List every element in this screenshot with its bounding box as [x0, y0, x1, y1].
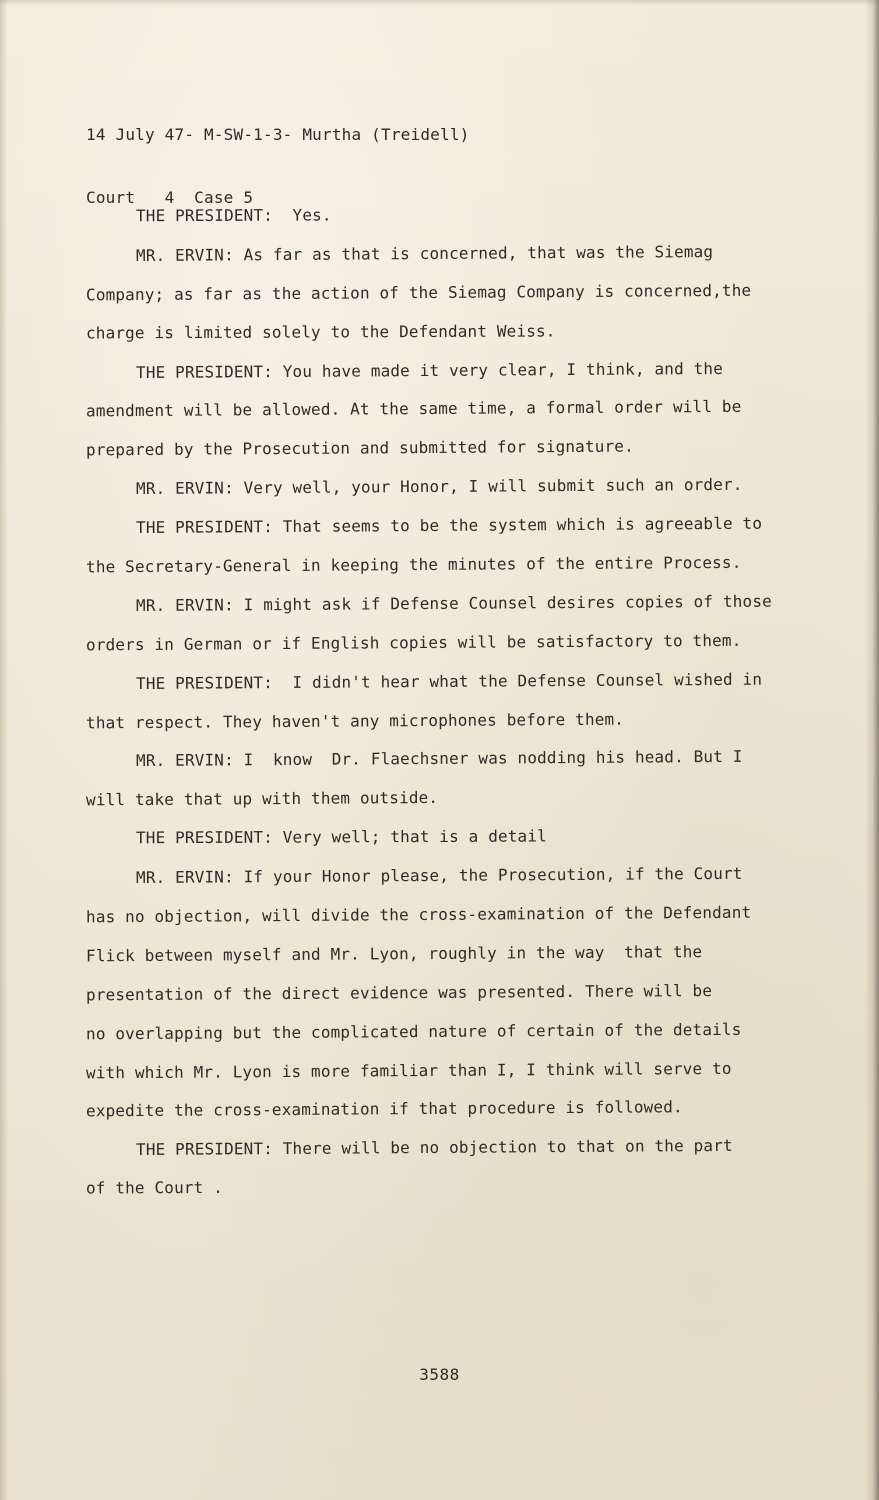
page-edge-right — [865, 0, 879, 1500]
page-edge-top — [0, 0, 879, 6]
transcript-line: orders in German or if English copies will be satisfactory to them. — [85, 630, 742, 655]
transcript-line: no overlapping but the complicated nature of certain of the details — [85, 1019, 742, 1044]
transcript-line: MR. ERVIN: I know Dr. Flaechsner was nodding his head. But I — [135, 747, 743, 771]
transcript-line: THE PRESIDENT: Very well; that is a detail — [135, 826, 547, 848]
transcript-line: has no objection, will divide the cross-examination of the Defendant — [85, 902, 752, 927]
transcript-line: THE PRESIDENT: I didn't hear what the Defense Counsel wished in — [135, 669, 763, 693]
transcript-line: MR. ERVIN: As far as that is concerned, that was the Siemag — [135, 241, 714, 265]
transcript-line: with which Mr. Lyon is more familiar than I, I think will serve to — [85, 1058, 732, 1082]
transcript-line: the Secretary-General in keeping the minutes of the entire Process. — [85, 552, 742, 577]
transcript-line: THE PRESIDENT: There will be no objection to that on the part — [135, 1136, 733, 1160]
transcript-line: prepared by the Prosecution and submitted for signature. — [85, 436, 634, 460]
header-line-court: Court 4 Case 5 — [86, 188, 254, 207]
page-edge-left — [0, 0, 8, 1500]
transcript-line: that respect. They haven't any microphones before them. — [85, 709, 625, 732]
transcript-line: THE PRESIDENT: You have made it very clear, I think, and the — [135, 358, 724, 382]
transcript-line: amendment will be allowed. At the same time, a formal order will be — [85, 397, 742, 421]
transcript-line: Company; as far as the action of the Siemag Company is concerned,the — [85, 280, 752, 305]
transcript-line: THE PRESIDENT: Yes. — [135, 205, 332, 226]
page-number: 3588 — [419, 1365, 460, 1384]
transcript-body — [85, 196, 772, 1207]
transcript-line: presentation of the direct evidence was presented. There will be — [85, 980, 713, 1005]
transcript-line: MR. ERVIN: Very well, your Honor, I will submit such an order. — [135, 475, 743, 499]
transcript-line: charge is limited solely to the Defendant Weiss. — [85, 321, 556, 343]
transcript-line: expedite the cross-examination if that procedure is followed. — [85, 1097, 683, 1121]
header-line-date: 14 July 47- M-SW-1-3- Murtha (Treidell) — [86, 125, 470, 144]
transcript-line: of the Court . — [85, 1178, 224, 1198]
transcript-line: MR. ERVIN: I might ask if Defense Counsel desires copies of those — [135, 591, 772, 615]
transcript-line: THE PRESIDENT: That seems to be the system which is agreeable to — [135, 513, 763, 538]
transcript-line: MR. ERVIN: If your Honor please, the Prosecution, if the Court — [135, 863, 743, 888]
transcript-line: will take that up with them outside. — [85, 788, 439, 810]
transcript-line: Flick between myself and Mr. Lyon, roughly in the way that the — [85, 941, 703, 966]
